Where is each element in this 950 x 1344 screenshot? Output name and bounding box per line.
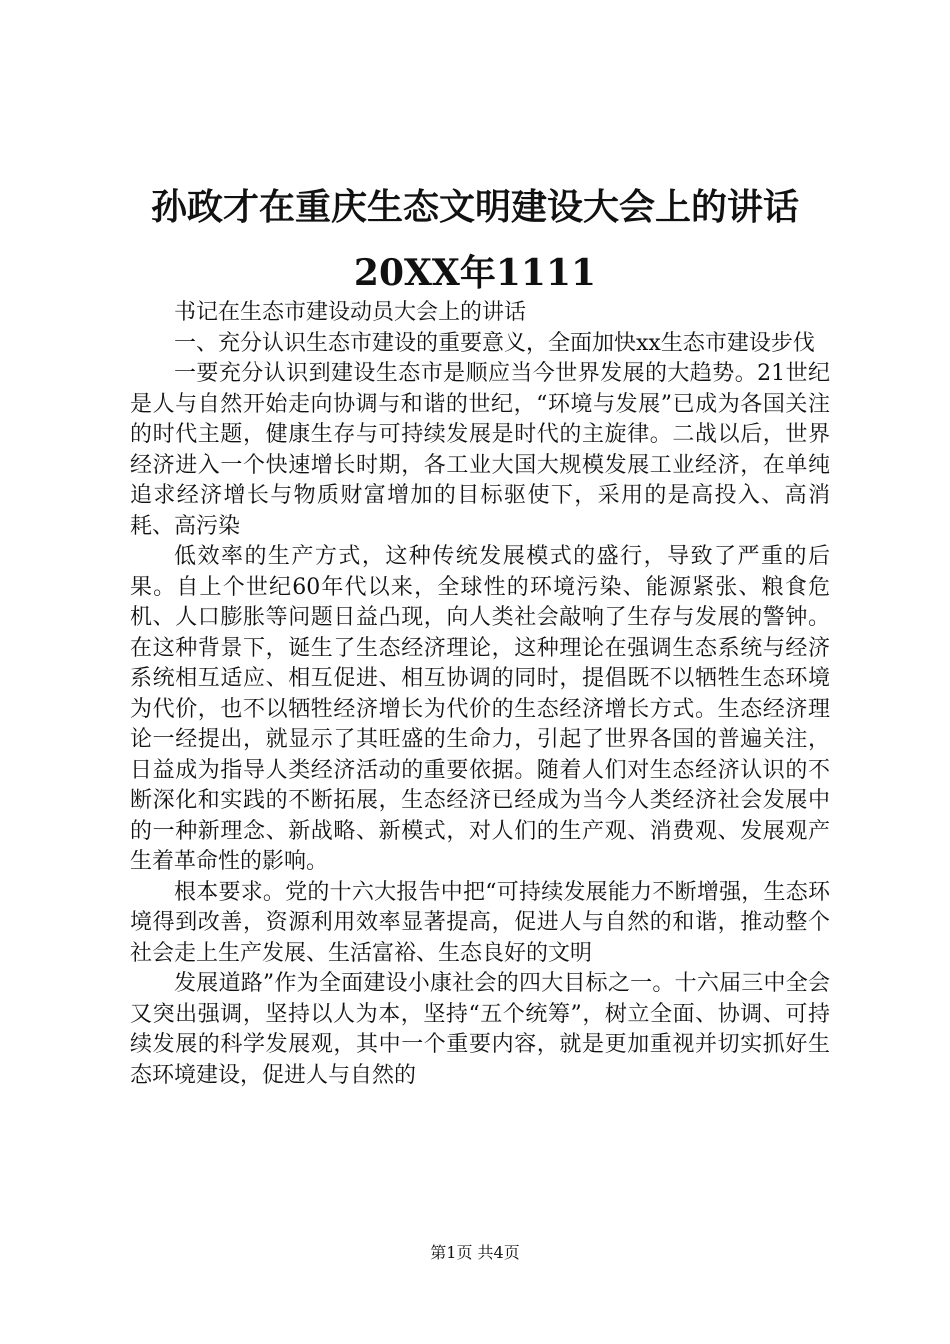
page-indicator: 第1页 共4页	[430, 1243, 520, 1262]
paragraph: 低效率的生产方式，这种传统发展模式的盛行，导致了严重的后果。自上个世纪60年代以来，全球性的环境污染、能源紧张、粮食危机、人口膨胀等问题日益凸现，向人类社会敲响了生存与发展的警钟。在这种背景下，诞生了生态经济理论，这种理论在强调生态系统与经济系统相互适应、相互促进、相互协调的同时，提倡既不以牺牲生态环境为代价，也不以牺牲经济增长为代价的生态经济增长方式。生态经济理论一经提出，就显示了其旺盛的生命力，引起了世界各国的普遍关注，日益成为指导人类经济活动的重要依据。随着人们对生态经济认识的不断深化和实践的不断拓展，生态经济已经成为当今人类经济社会发展中的一种新理念、新战略、新模式，对人们的生产观、消费观、发展观产生着革命性的影响。	[130, 544, 830, 874]
paragraph: 发展道路”作为全面建设小康社会的四大目标之一。十六届三中全会又突出强调，坚持以人为本，坚持“五个统筹”，树立全面、协调、可持续发展的科学发展观，其中一个重要内容，就是更加重视并切实抓好生态环境建设，促进人与自然的	[130, 971, 830, 1088]
paragraph-section-heading: 一、充分认识生态市建设的重要意义，全面加快xx生态市建设步伐	[174, 330, 815, 356]
paragraph: 根本要求。党的十六大报告中把“可持续发展能力不断增强，生态环境得到改善，资源利用效率显著提高，促进人与自然的和谐，推动整个社会走上生产发展、生活富裕、生态良好的文明	[130, 879, 830, 966]
paragraph: 一要充分认识到建设生态市是顺应当今世界发展的大趋势。21世纪是人与自然开始走向协调与和谐的世纪，“环境与发展”已成为各国关注的时代主题，健康生存与可持续发展是时代的主旋律。二战以后，世界经济进入一个快速增长时期，各工业大国大规模发展工业经济，在单纯追求经济增长与物质财富增加的目标驱使下，采用的是高投入、高消耗、高污染	[130, 361, 830, 539]
document-title-date: 20XX年1111	[353, 252, 597, 294]
document-body	[130, 298, 830, 1091]
paragraph-subtitle: 书记在生态市建设动员大会上的讲话	[174, 300, 527, 325]
document-title: 孙政才在重庆生态文明建设大会上的讲话	[150, 186, 799, 228]
